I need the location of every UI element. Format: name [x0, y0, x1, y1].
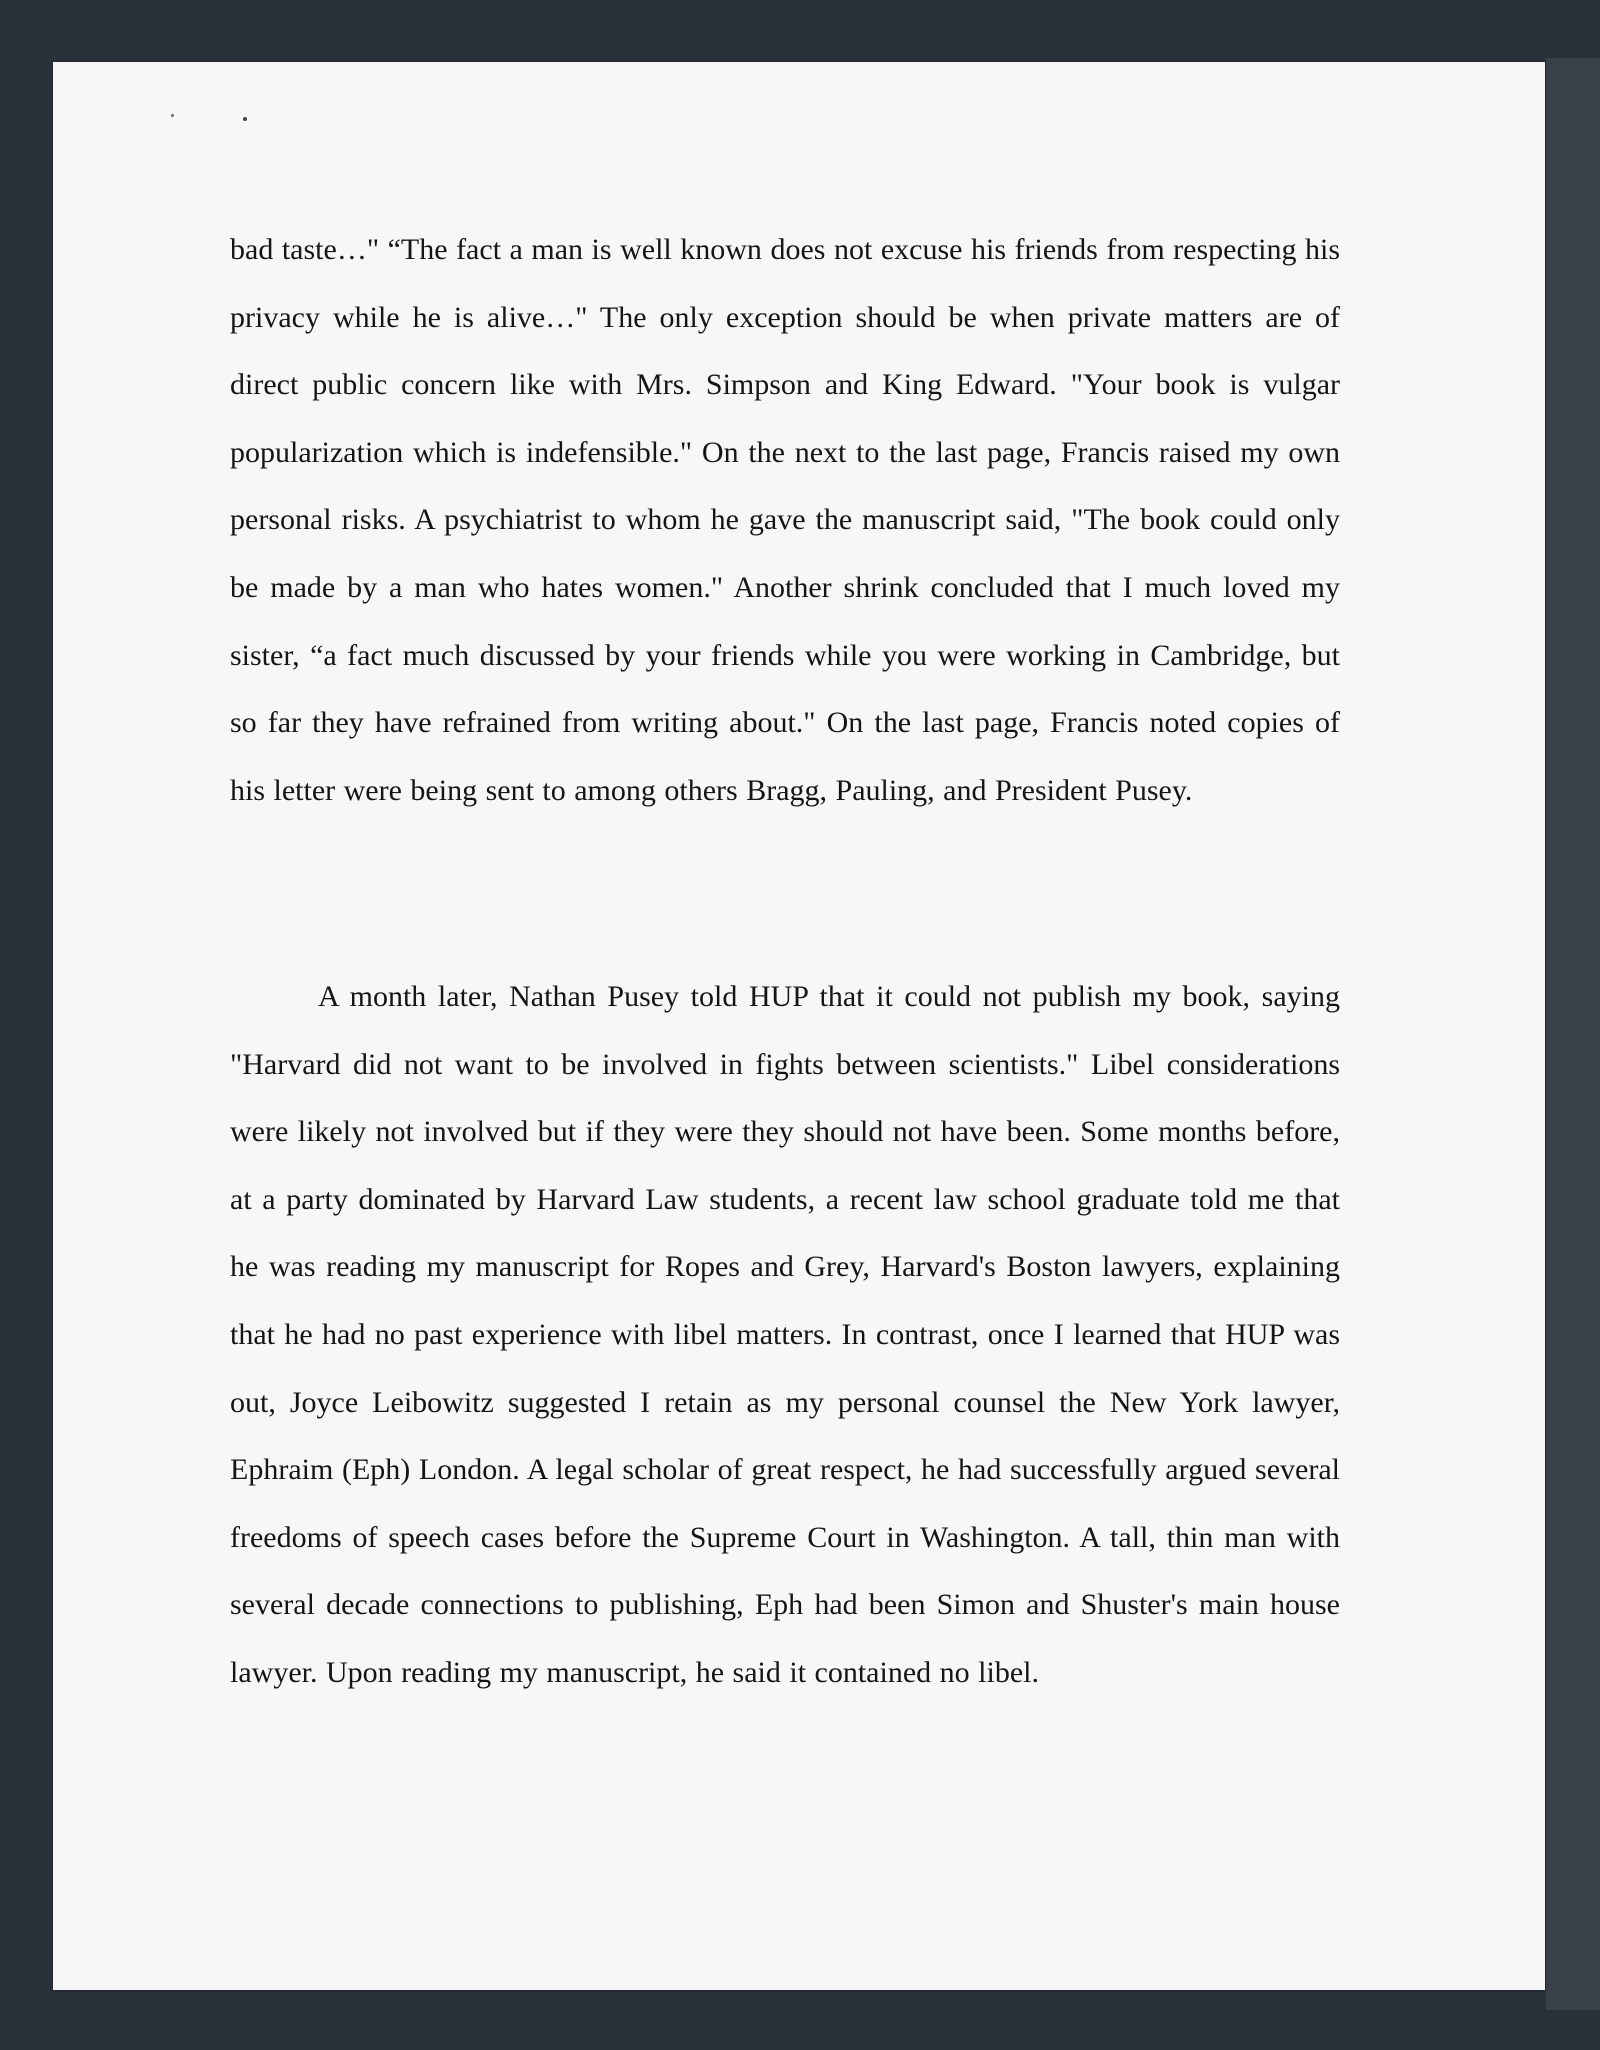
scanner-background-edge: [1546, 58, 1600, 2023]
paragraph-text: bad taste…" “The fact a man is well known does not excuse his friends from respecting his privacy while he is alive…" The only exception should be when private matters are of direct public concern like with Mrs. Simpson and King Edward. "Your book is vulgar popularization which is indefensible." On the next to the last page, Francis raised my own personal risks. A psychiatrist to whom he gave the manuscript said, "The book could only be made by a man who hates women." Another shrink concluded that I much loved my sister, “a fact much discussed by your friends while you were working in Cambridge, but so far they have refrained from writing about." On the last page, Francis noted copies of his letter were being sent to among others Bragg, Pauling, and President Pusey.: [230, 233, 1340, 807]
scanner-background-bottom: [0, 2010, 1600, 2050]
paragraph-continuation: [230, 216, 1340, 824]
paragraph-hup-rejection: [230, 963, 1340, 1707]
paper-speck: [243, 117, 247, 121]
paper-speck: [171, 114, 174, 117]
paragraph-text: A month later, Nathan Pusey told HUP that it could not publish my book, saying "Harvard did not want to be involved in fights between scientists." Libel considerations were likely not involved but if they were they should not have been. Some months before, at a party dominated by Harvard Law students, a recent law school graduate told me that he was reading my manuscript for Ropes and Grey, Harvard's Boston lawyers, explaining that he had no past experience with libel matters. In contrast, once I learned that HUP was out, Joyce Leibowitz suggested I retain as my personal counsel the New York lawyer, Ephraim (Eph) London. A legal scholar of great respect, he had successfully argued several freedoms of speech cases before the Supreme Court in Washington. A tall, thin man with several decade connections to publishing, Eph had been Simon and Shuster's main house lawyer. Upon reading my manuscript, he said it contained no libel.: [230, 980, 1340, 1689]
